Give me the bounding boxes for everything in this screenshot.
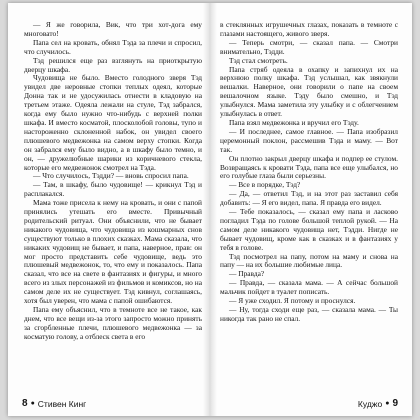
left-page-text	[24, 21, 202, 396]
bullet-separator: ●	[385, 400, 390, 407]
paragraph: Тэд решился еще раз взглянуть на приоткрытую дверцу шкафа.	[24, 55, 202, 74]
paragraph: Тэд стал смотреть.	[229, 55, 288, 65]
paragraph: — Я уже сходил. Я потому и проснулся.	[229, 296, 356, 306]
running-head-author: Стивен Кинг	[37, 399, 87, 409]
paragraph: Тэд посмотрел на папу, потом на маму и снова на папу — на их большие любимые лица.	[220, 251, 398, 270]
running-head-title: Куджо	[357, 399, 383, 409]
bullet-separator: ●	[30, 400, 35, 407]
paragraph: Папа взял медвежонка и вручил его Тэду.	[229, 117, 359, 127]
paragraph: — Что случилось, Тэдди? — вновь спросил папа.	[33, 171, 189, 181]
paragraph: — Ну, тогда сходи еще раз, — сказала мама. — Ты никогда так рано не спал.	[220, 305, 398, 323]
page-number-right: 9	[392, 398, 398, 409]
paragraph: в стеклянных игрушечных глазах, показать в темноте с глазами настоящего, живого зверя.	[220, 21, 398, 38]
paragraph: Чудовища не было. Вместо голодного зверя Тэд увидел две неровные стопки теплых одеял, которые Донна так и не удосужилась отнести в кладовую на третьем этаже. Одеяла лежали на стуле, Тэд забрался, когда ему было нужно что-нибудь с верхней полки шкафа. И вместо косматой, плосколобой головы, тупо и настороженно склоненной набок, он увидел своего плюшевого медвежонка на самом верху стопки. Когда он забрался ему было видно, а в шкафу было темно, и он, — дружелюбные шарики из коричневого стекла, которые его медвежонок смотрел на Тэда.	[24, 73, 202, 172]
paragraph: Папа сел на кровать, обнял Тэда за плечи и спросил, что случилось.	[24, 37, 202, 56]
paragraph: — Там, в шкафу, было чудовище! — крикнул Тэд и расплакался.	[24, 180, 202, 199]
paragraph: — Я же говорила, Вик, что три хот-дога ему многовато!	[24, 21, 202, 38]
paragraph: Мама тоже присела к нему на кровать, и они с папой принялись утешать его вместе. Привычный родительский ритуал. Они объяснили, что не бывает никакого чудовища, что чудовища из кошмарных снов существуют только в плохих сказках. Мама сказала, что никаких чудовищ не бывает, и папа, наверное, прав: он мог просто представить себе чудовище, ведь это плюшевый медвежонок, то, что ему и показалось. Папа сказал, что все на свете в фантазиях и фигуры, и много всего из злых персонажей из фильмов и комиксов, но на самом деле их не существует. Тэд кивнул, соглашаясь, хотя был уверен, что мама с папой ошибаются.	[24, 198, 202, 306]
right-page-footer	[358, 399, 398, 409]
paragraph: — Теперь смотри, — сказал папа. — Смотри внимательно, Тэдди.	[220, 37, 398, 56]
paragraph: Он плотно закрыл дверцу шкафа и подпер ее стулом. Возвращаясь к кровати Тэда, папа все еще улыбался, но его голубые глаза были серьезны.	[220, 153, 398, 181]
paragraph: — Тебе показалось, — сказал ему папа и ласково погладил Тэда по голове большой теплой рукой. — На самом деле никакого чудовища нет, Тэдди. Нигде не бывает чудовищ, кроме как в сказках и в фантазиях у тебя в голове.	[220, 207, 398, 252]
paragraph: — Правда?	[229, 269, 265, 279]
page-number-left: 8	[22, 398, 28, 409]
paragraph: Папа ему объяснил, что в темноте все не такое, как днем, что все вещи из-за этого запросто можно принять за сгорбленные плечи, плюшевого медвежонка — за косматую голову, а отблеск света в его	[24, 305, 202, 341]
right-page	[210, 3, 412, 416]
paragraph: — И последнее, самое главное. — Папа изобразил церемонный поклон, рассмешив Тэда и маму. — Вот так.	[220, 126, 398, 154]
paragraph: Папа стряб одеяла в охапку и запихнул их на верхнюю полку шкафа. Тэд услышал, как звякнули вешалки. Наверное, они говорили о папе на своем вешалочном языке. Тэду было смешно, и Тэд улыбнулся. Мама заметила эту улыбку и с облегчением улыбнулась в ответ.	[220, 64, 398, 119]
book-spread	[8, 3, 412, 416]
paragraph: — Все в порядке, Тэд?	[229, 180, 301, 190]
left-page	[8, 3, 210, 416]
right-page-text	[220, 21, 398, 396]
paragraph: — Правда, — сказала мама. — А сейчас большой мальчик пойдет в туалет пописать.	[220, 278, 398, 297]
left-page-footer	[22, 399, 86, 409]
paragraph: — Да, — ответил Тэд, и на этот раз заставил себя добавить: — Я его видел, папа. Я правда его видел.	[220, 189, 398, 208]
